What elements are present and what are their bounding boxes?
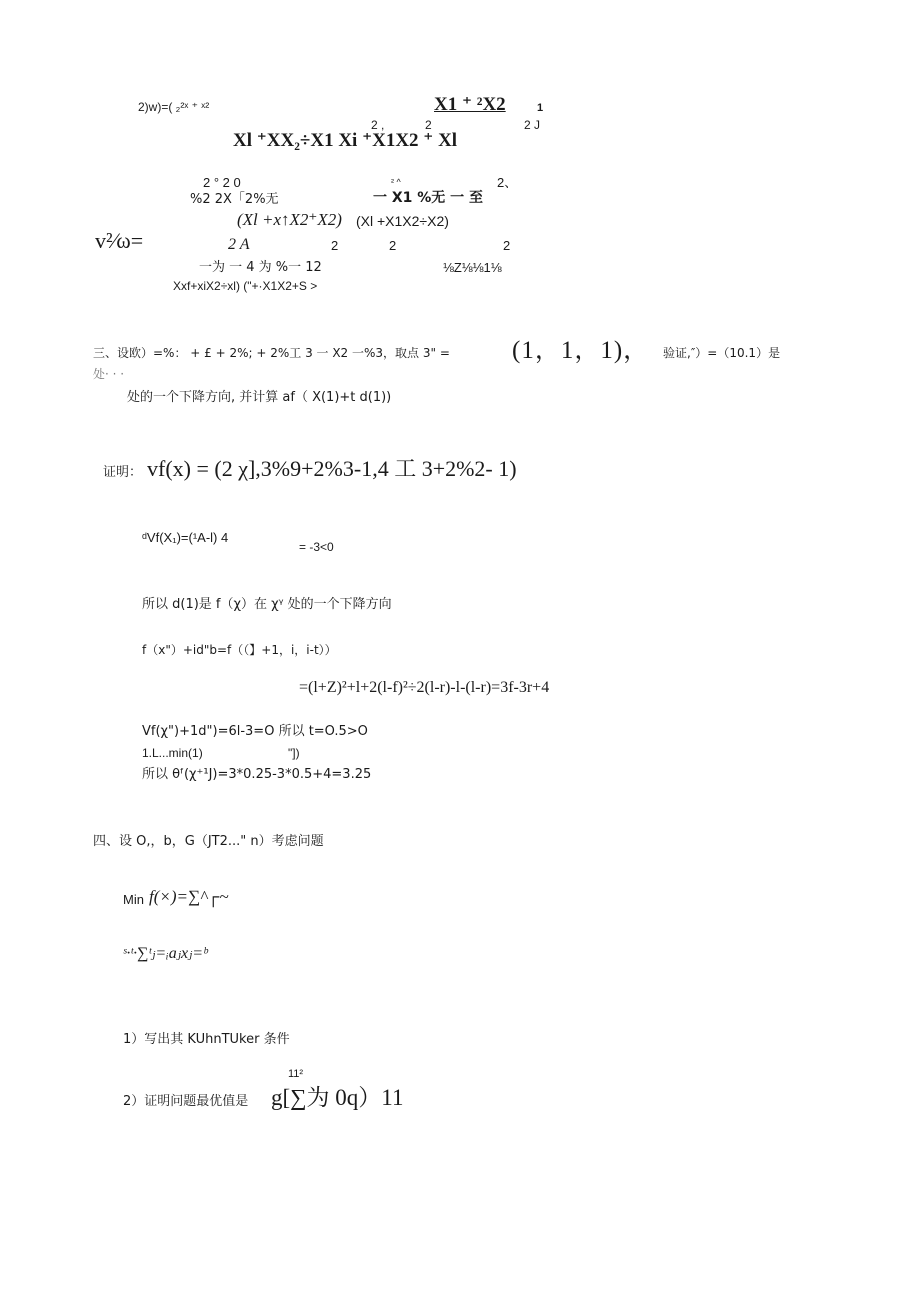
q3-point: (1，1，1)，: [512, 337, 650, 364]
block2-line-5-left: 一为 一 4 为 %一 12: [199, 260, 322, 275]
q3-line-2: 处的一个下降方向, 并计算 af（ X(1)+t d(1)): [127, 390, 392, 405]
block2-line-6: Xxf+xiX2÷xl) ("+·X1X2+S >: [173, 279, 318, 293]
block2-line-3-italic: (Xl +x↑X2⁺X2): [237, 210, 342, 229]
block2-line-4-b: 2: [331, 238, 339, 253]
vf-line: Vf(χ")+1d")=6l-3=O 所以 t=O.5>O: [142, 724, 368, 739]
kuhn-tucker-item: 1）写出其 KUhnTUker 条件: [123, 1032, 290, 1047]
block2-line-1-mid: ² ^: [391, 177, 401, 187]
gradient-result: = -3<0: [299, 540, 334, 554]
min-line-a: 1.L...min(1): [142, 746, 203, 760]
objective-expression: f(×)=∑^┌~: [149, 887, 229, 906]
block2-line-2-right: 一 X1 %无 一 至: [373, 190, 484, 206]
block2-line-2-left: %2 2X「2%无: [190, 192, 279, 207]
formula-line-1-mid: X1 ⁺ ²X2: [434, 94, 506, 115]
superscript-11-2: 11²: [288, 1068, 304, 1080]
block2-lhs: v²⁄ω=: [95, 228, 144, 253]
expansion-line: =(l+Z)²+l+2(l-f)²÷2(l-r)-l-(l-r)=3f-3r+4: [299, 679, 550, 696]
block2-line-4-d: 2: [503, 238, 511, 253]
constraint-expression: ˢ·ᵗ·∑ᵗⱼ=ᵢaⱼxⱼ=ᵇ: [123, 945, 208, 962]
formula-line-2-a: 2 ,: [371, 118, 385, 132]
block2-line-3-plain: (Xl +X1X2÷X2): [356, 213, 449, 229]
block2-line-1-right: 2、: [497, 175, 518, 190]
q3-line-1-cut: 处· · ·: [93, 367, 125, 381]
optimal-value-expression: g[∑为 0q）11: [271, 1085, 404, 1110]
q3-line-1-b: 验证,″）=（10.1）是: [663, 346, 781, 360]
min-prefix: Min: [123, 892, 144, 907]
proof-equation: vf(x) = (2 χ],3%9+2%3-1,4 工 3+2%2- 1): [147, 456, 517, 481]
descent-conclusion: 所以 d(1)是 f（χ）在 χᵞ 处的一个下降方向: [142, 597, 392, 612]
final-value-line: 所以 θᶠ(χ⁺¹J)=3*0.25-3*0.5+4=3.25: [142, 767, 372, 782]
formula-line-2-b: 2: [425, 118, 432, 132]
q4-heading: 四、设 O,，b，G（JT2..." n）考虑问题: [93, 834, 324, 849]
block2-line-4-c: 2: [389, 238, 397, 253]
block2-line-4-a: 2 A: [228, 236, 250, 253]
f-line: f（x"）+id"b=f（（】+1，i，i-t））: [142, 643, 337, 657]
block2-line-1-left: 2 ° 2 0: [203, 175, 241, 190]
gradient-line: ᵈVf(X₁)=(¹A-l) 4: [142, 530, 229, 545]
block2-line-5-right: ⅛Z⅛⅛1⅛: [443, 260, 502, 275]
min-line-b: "]): [288, 746, 300, 760]
proof-label: 证明：: [103, 465, 143, 480]
q3-line-1-a: 三、设欧）=%： + £ + 2%; + 2%工 3 一 X2 一%3，取点 3" =: [93, 346, 450, 360]
formula-line-1-right: 1: [537, 102, 544, 114]
formula-line-1-left: 2)w)=( ₂²ˣ ⁺ ˣ²: [138, 100, 210, 114]
formula-line-2-c: 2 J: [524, 118, 541, 132]
optimal-value-item: 2）证明问题最优值是: [123, 1094, 249, 1109]
formula-line-3: Xl ⁺XX₂÷X1 Xi ⁺X1X2 ⁺ Xl: [233, 130, 458, 151]
